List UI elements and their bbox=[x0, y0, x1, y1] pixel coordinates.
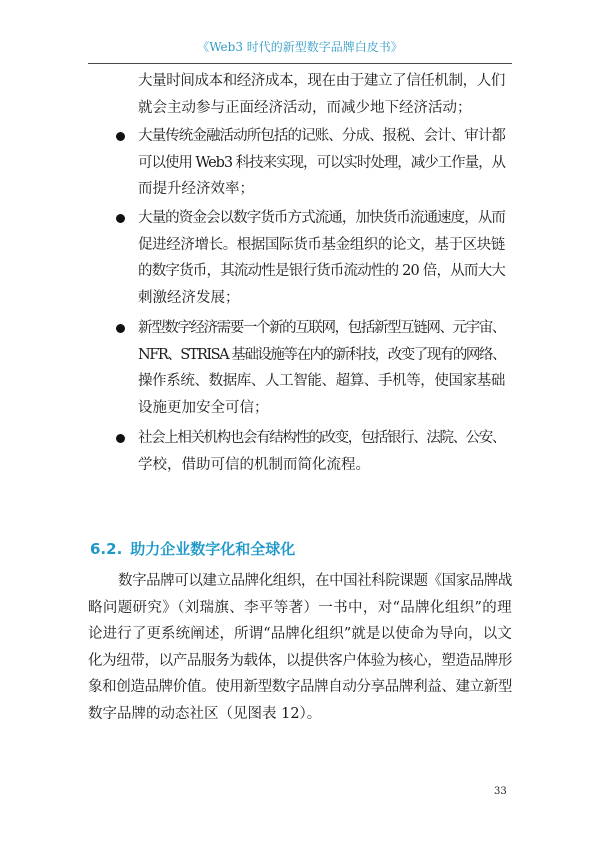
text-line: 数字品牌的动态社区（见图表 12）。 bbox=[88, 705, 322, 722]
section-heading bbox=[90, 538, 295, 560]
section-number: 6.2. bbox=[90, 540, 123, 558]
text-line: 化为纽带，以产品服务为载体，以提供客户体验为核心，塑造品牌形 bbox=[88, 652, 512, 669]
section-title: 助力企业数字化和全球化 bbox=[130, 540, 296, 558]
bullet-item bbox=[138, 315, 505, 421]
header-rule bbox=[88, 63, 512, 64]
text-line: 数字品牌可以建立品牌化组织，在中国社科院课题《国家品牌战 bbox=[118, 573, 512, 589]
text-line: 的数字货币，其流动性是银行货币流动性的 20 倍，从而大大 bbox=[138, 263, 505, 279]
text-line: 可以使用 Web3 科技来实现，可以实时处理，减少工作量，从 bbox=[138, 154, 505, 171]
page-number: 33 bbox=[494, 786, 507, 797]
text-line: 新型数字经济需要一个新的互联网，包括新型互链网、元宇宙、 bbox=[138, 320, 505, 336]
bullet-icon bbox=[116, 324, 125, 333]
text-line: 学校，借助可信的机制而简化流程。 bbox=[138, 456, 370, 473]
text-line: 设施更加安全可信； bbox=[138, 399, 269, 416]
bullet-item bbox=[138, 123, 505, 203]
continued-text bbox=[138, 68, 505, 121]
text-line: 论进行了更系统阐述，所谓“品牌化组织”就是以使命为导向，以文 bbox=[88, 626, 512, 642]
bullet-icon bbox=[116, 434, 125, 443]
text-line: 大量时间成本和经济成本，现在由于建立了信任机制，人们 bbox=[138, 73, 505, 89]
text-line: 象和创造品牌价值。使用新型数字品牌自动分享品牌利益、建立新型 bbox=[88, 679, 512, 695]
bullet-item bbox=[138, 425, 505, 478]
text-line: 促进经济增长。根据国际货币基金组织的论文，基于区块链 bbox=[138, 236, 505, 253]
text-line: 大量的资金会以数字货币方式流通，加快货币流通速度，从而 bbox=[138, 210, 505, 226]
text-line: 略问题研究》（刘瑞旗、李平等著）一书中，对“品牌化组织”的理 bbox=[88, 599, 512, 616]
bullet-item bbox=[138, 205, 505, 311]
text-line: 就会主动参与正面经济活动，而减少地下经济活动； bbox=[138, 99, 472, 116]
running-header-title: 《Web3 时代的新型数字品牌白皮书》 bbox=[197, 40, 403, 54]
text-line: 而提升经济效率； bbox=[138, 181, 254, 197]
text-line: 刺激经济发展； bbox=[138, 289, 240, 306]
body-paragraph bbox=[88, 568, 512, 727]
text-line: 大量传统金融活动所包括的记账、分成、报税、会计、审计都 bbox=[138, 128, 505, 144]
text-line: 操作系统、数据库、人工智能、超算、手机等，使国家基础 bbox=[138, 373, 505, 389]
text-line: 社会上相关机构也会有结构性的改变，包括银行、法院、公安、 bbox=[138, 430, 505, 446]
text-line: NFR、STRISA 基础设施等在内的新科技，改变了现有的网络、 bbox=[138, 346, 505, 363]
bullet-icon bbox=[116, 132, 125, 141]
bullet-icon bbox=[116, 214, 125, 223]
